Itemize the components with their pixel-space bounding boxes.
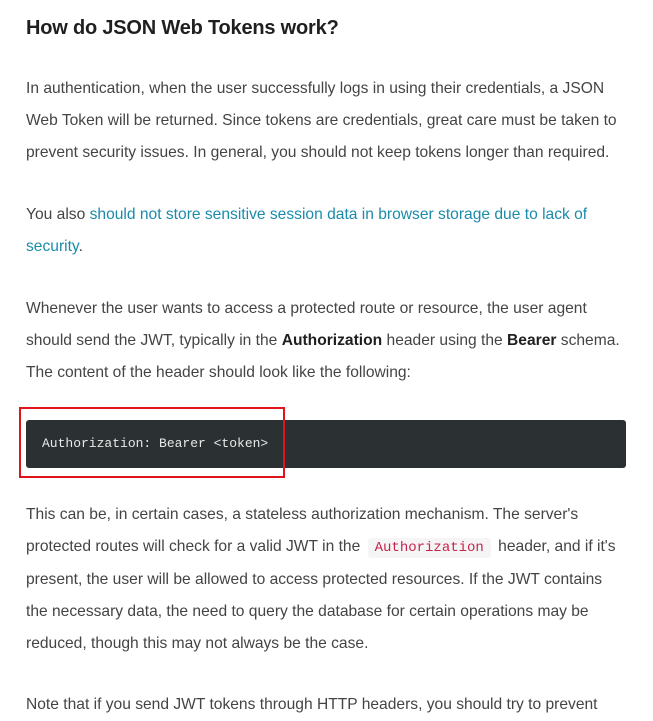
bold-authorization: Authorization <box>281 332 383 349</box>
paragraph-text: . <box>78 238 83 255</box>
inline-code-authorization: Authorization <box>368 538 491 558</box>
red-highlight-box <box>19 407 285 478</box>
paragraph-authentication: In authentication, when the user successfully logs in using their credentials, a JSON Web Token will be returned. Since tokens are credentials, great care must be taken to prevent security issues. In general, you should not keep tokens longer than required. <box>26 80 617 161</box>
paragraph-stateless <box>26 499 626 660</box>
paragraph-text: schema. The content of the header should look like the following: <box>26 332 620 381</box>
paragraph-storage-warning <box>26 199 626 263</box>
paragraph-http-headers: Note that if you send JWT tokens through HTTP headers, you should try to prevent <box>26 696 598 713</box>
paragraph-authorization-header <box>26 293 626 389</box>
paragraph-text: Whenever the user wants to access a protected route or resource, the user agent should send the JWT, typically in the <box>26 300 587 349</box>
paragraph-text: header using the <box>382 332 508 349</box>
code-line: Authorization: Bearer <token> <box>42 436 269 451</box>
paragraph-text: header, and if it's present, the user will be allowed to access protected resources. If the JWT contains the necessary data, the need to query the database for certain operations may be reduced, though this may not always be the case. <box>26 538 616 652</box>
paragraph-text: This can be, in certain cases, a stateless authorization mechanism. The server's protected routes will check for a valid JWT in the <box>26 506 579 555</box>
bold-bearer: Bearer <box>507 332 557 349</box>
browser-storage-link[interactable]: should not store sensitive session data in browser storage due to lack of security <box>26 206 588 255</box>
section-heading: How do JSON Web Tokens work? <box>26 17 339 39</box>
paragraph-text: You also <box>26 206 90 223</box>
